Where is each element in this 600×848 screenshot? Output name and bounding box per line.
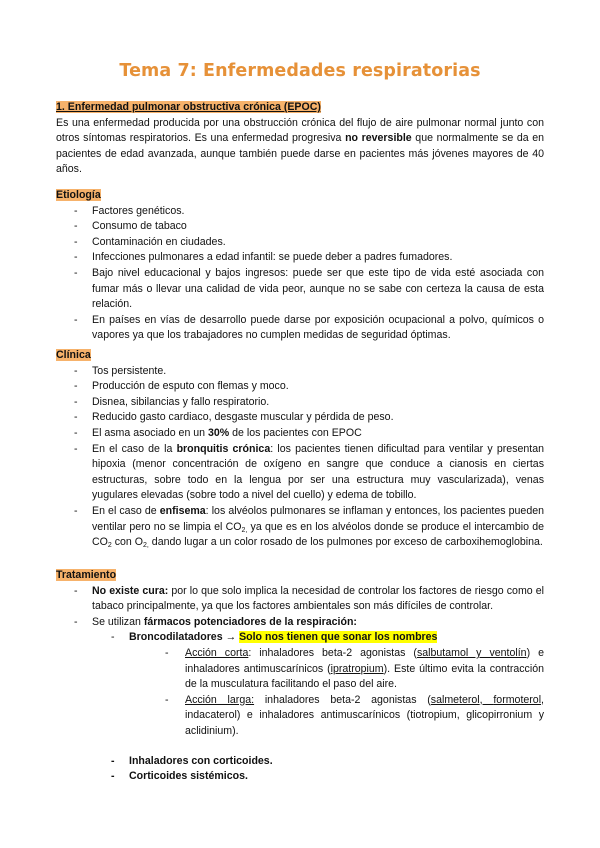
- list-item: - En el caso de enfisema: los alvéolos pulmonares se inflaman y entonces, los pacientes pueden ventilar pero no se limpia el $CO_{2,}$ ya que es en los alvéolos donde se produce el intercambio de $CO_2$ con $O_{2,}$ dando lugar a un color rosado de los pulmones por exceso de carboxihemoglobina.: [56, 504, 544, 551]
- farmacos-list: [92, 630, 544, 739]
- page-title: Tema 7: Enfermedades respiratorias: [119, 61, 481, 81]
- corticoides-list: [92, 754, 544, 785]
- list-item: - Inhaladores con corticoides.: [92, 754, 544, 770]
- list-item: - Corticoides sistémicos.: [92, 769, 544, 785]
- list-item: - Se utilizan fármacos potenciadores de la respiración: - Broncodilatadores → Solo nos tienen que sonar los nombres - Acción corta: inhaladores beta-2 agonistas (salbutamol y ventolín) e inhaladores antimuscarínicos (ipratropium). Este último evita la contracción de la musculatura facilitando el paso del aire. - Acción larga: inhaladores beta-2 agonistas (salmeterol, formoterol, indacaterol) e inhaladores antimuscarínicos (tiotropium, glicopirronium y aclidinium).: [56, 615, 544, 740]
- broncodilatadores-list: [129, 646, 544, 740]
- section-clinica: [56, 348, 544, 551]
- section-tratamiento: [56, 568, 544, 785]
- list-item: - Infecciones pulmonares a edad infantil: se puede deber a padres fumadores.: [56, 250, 544, 266]
- list-item: - Disnea, sibilancias y fallo respiratorio.: [56, 395, 544, 411]
- clinica-list: [56, 364, 544, 551]
- list-item: - En el caso de la bronquitis crónica: los pacientes tienen dificultad para ventilar y presentan hipoxia (menor concentración de oxígeno en sangre que conduce a cianosis en ciertas estructuras, sobre todo en la lengua por ser una estructura muy vascularizada), venas yugulares elevadas (sobre todo a nivel del cuello) y edema de tobillo.: [56, 442, 544, 504]
- list-item: - Factores genéticos.: [56, 204, 544, 220]
- list-item: - Bajo nivel educacional y bajos ingresos: puede ser que este tipo de vida esté asociada con fumar más o llevar una calidad de vida peor, aunque no se sabe con certeza la causa de esta relación.: [56, 266, 544, 313]
- section-etiologia: [56, 188, 544, 344]
- heading-tratamiento: Tratamiento: [56, 569, 117, 581]
- list-item: - No existe cura: por lo que solo implica la necesidad de controlar los factores de riesgo como el tabaco principalmente, ya que los factores ambientales son más difíciles de controlar.: [56, 584, 544, 615]
- list-item: - Acción larga: inhaladores beta-2 agonistas (salmeterol, formoterol, indacaterol) e inhaladores antimuscarínicos (tiotropium, glicopirronium y aclidinium).: [129, 693, 544, 740]
- list-item: - Producción de esputo con flemas y moco.: [56, 379, 544, 395]
- heading-etiologia: Etiología: [56, 189, 101, 201]
- highlight-note: Solo nos tienen que sonar los nombres: [239, 631, 438, 644]
- list-item: - Acción corta: inhaladores beta-2 agonistas (salbutamol y ventolín) e inhaladores antimuscarínicos (ipratropium). Este último evita la contracción de la musculatura facilitando el paso del aire.: [129, 646, 544, 693]
- list-item: - El asma asociado en un 30% de los pacientes con EPOC: [56, 426, 544, 442]
- list-item: - Broncodilatadores → Solo nos tienen que sonar los nombres - Acción corta: inhaladores beta-2 agonistas (salbutamol y ventolín) e inhaladores antimuscarínicos (ipratropium). Este último evita la contracción de la musculatura facilitando el paso del aire. - Acción larga: inhaladores beta-2 agonistas (salmeterol, formoterol, indacaterol) e inhaladores antimuscarínicos (tiotropium, glicopirronium y aclidinium).: [92, 630, 544, 739]
- section-epoc: [56, 100, 544, 178]
- tratamiento-list: [56, 584, 544, 740]
- section-heading-epoc: 1. Enfermedad pulmonar obstructiva crónica (EPOC): [56, 101, 321, 113]
- list-item: - Contaminación en ciudades.: [56, 235, 544, 251]
- list-item: - Consumo de tabaco: [56, 219, 544, 235]
- epoc-intro: Es una enfermedad producida por una obstrucción crónica del flujo de aire pulmonar normal junto con otros síntomas respiratorios. Es una enfermedad progresiva no reversible que normalmente se da en pacientes de edad avanzada, aunque también puede darse en pacientes más jóvenes mayores de 40 años.: [56, 116, 545, 176]
- list-item: - Reducido gasto cardiaco, desgaste muscular y pérdida de peso.: [56, 410, 544, 426]
- list-item: - En países en vías de desarrollo puede darse por exposición ocupacional a polvo, químicos o vapores ya que los trabajadores no cumplen medidas de seguridad óptimas.: [56, 313, 544, 344]
- list-item: - Tos persistente.: [56, 364, 544, 380]
- heading-clinica: Clínica: [56, 349, 91, 361]
- etiologia-list: [56, 204, 544, 344]
